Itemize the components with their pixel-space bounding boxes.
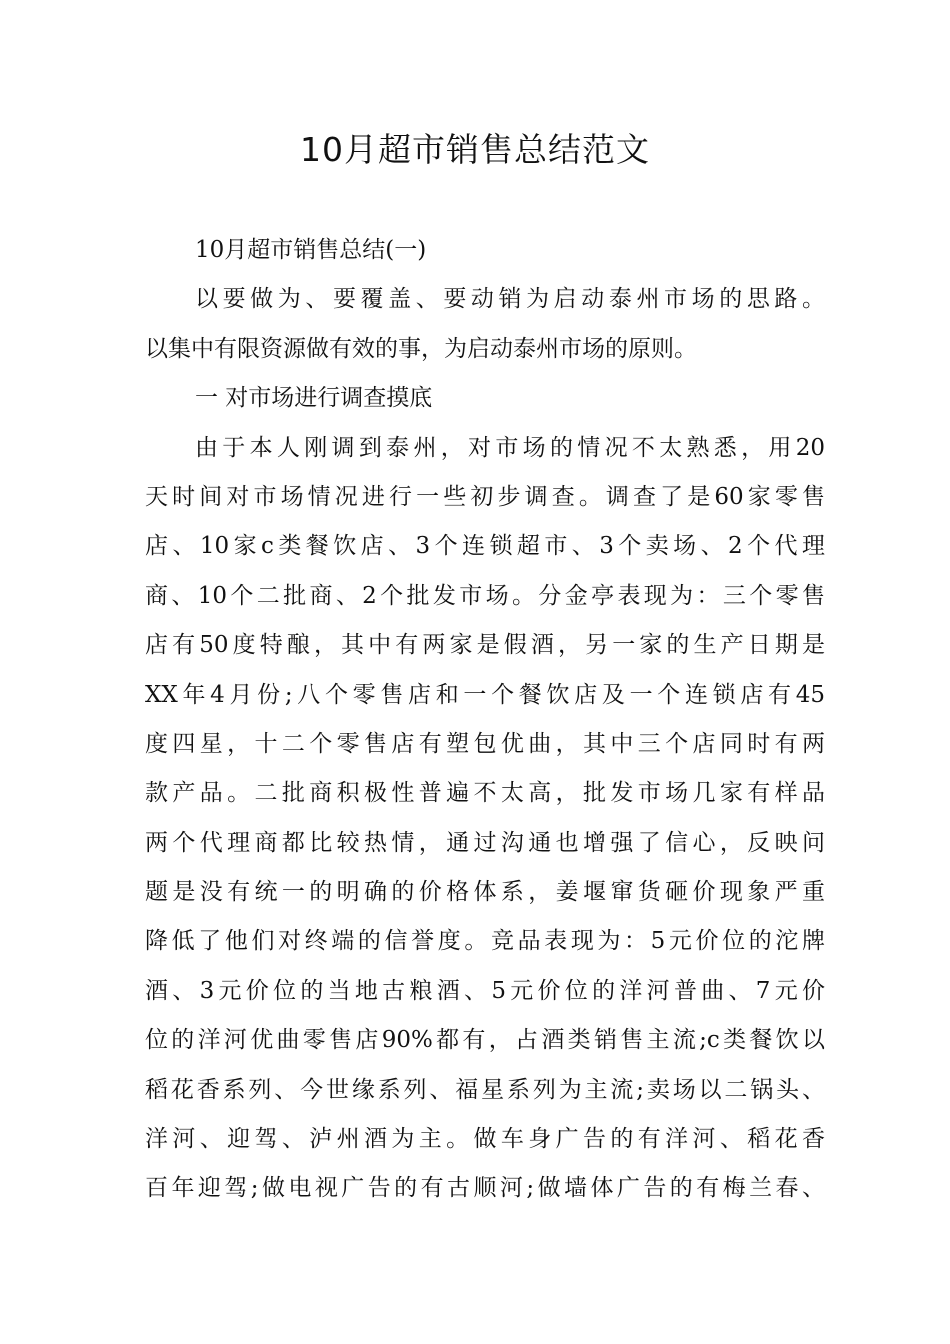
document-title: 10月超市销售总结范文	[300, 130, 650, 169]
paragraph-1	[145, 275, 825, 374]
paragraph-line: 款产品。二批商积极性普遍不太高，批发市场几家有样品	[145, 780, 825, 807]
paragraph-line: XX年4月份;八个零售店和一个餐饮店及一个连锁店有45	[145, 681, 825, 708]
paragraph-line: 度四星，十二个零售店有塑包优曲，其中三个店同时有两	[145, 730, 825, 757]
document-body	[145, 226, 825, 1214]
paragraph-line: 百年迎驾;做电视广告的有古顺河;做墙体广告的有梅兰春、	[145, 1175, 825, 1202]
paragraph-line: 由于本人刚调到泰州，对市场的情况不太熟悉，用20	[195, 434, 825, 461]
paragraph-line: 稻花香系列、今世缘系列、福星系列为主流;卖场以二锅头、	[145, 1076, 825, 1103]
paragraph-line: 题是没有统一的明确的价格体系，姜堰窜货砸价现象严重	[145, 879, 825, 906]
paragraph-line: 降低了他们对终端的信誉度。竞品表现为：5元价位的沱牌	[145, 928, 825, 955]
paragraph-line: 位的洋河优曲零售店90%都有，占酒类销售主流;c类餐饮以	[145, 1027, 825, 1054]
section-heading: 10月超市销售总结(一)	[195, 237, 427, 263]
paragraph-line: 以集中有限资源做有效的事，为启动泰州市场的原则。	[145, 335, 697, 362]
paragraph-line: 店有50度特酿，其中有两家是假酒，另一家的生产日期是	[145, 632, 825, 659]
paragraph-line: 一 对市场进行调查摸底	[195, 385, 433, 412]
paragraph-line: 以要做为、要覆盖、要动销为启动泰州市场的思路。	[195, 286, 825, 313]
paragraph-line: 酒、3元价位的当地古粮酒、5元价位的洋河普曲、7元价	[145, 977, 825, 1004]
paragraph-line: 商、10个二批商、2个批发市场。分金亭表现为：三个零售	[145, 582, 825, 609]
paragraph-line: 店、10家c类餐饮店、3个连锁超市、3个卖场、2个代理	[145, 533, 825, 560]
paragraph-2	[145, 374, 825, 423]
paragraph-line: 洋河、迎驾、泸州酒为主。做车身广告的有洋河、稻花香	[145, 1126, 825, 1153]
paragraph-line: 两个代理商都比较热情，通过沟通也增强了信心，反映问	[145, 829, 825, 856]
paragraph-line: 天时间对市场情况进行一些初步调查。调查了是60家零售	[145, 483, 825, 510]
paragraph-3	[145, 424, 825, 1214]
